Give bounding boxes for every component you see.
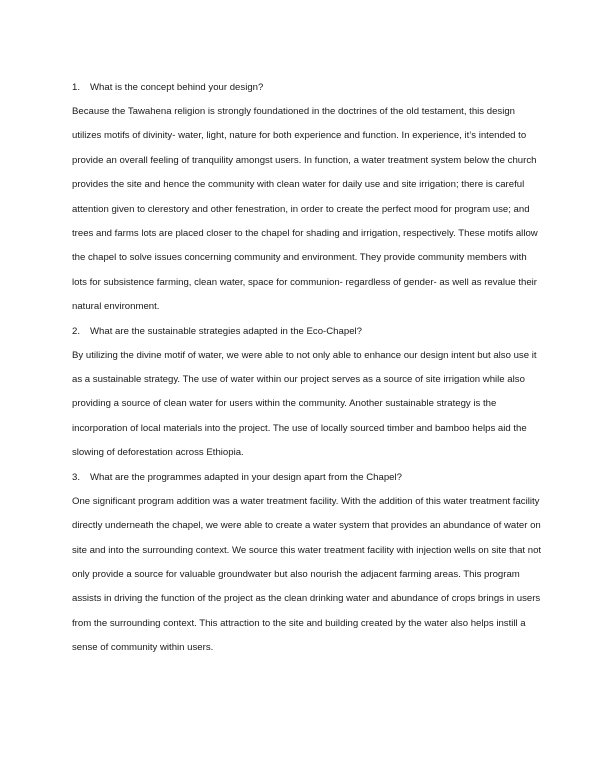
answer-3: One significant program addition was a water treatment facility. With the addition of this water treatment facility directly underneath the chapel, we were able to create a water system that provides an abundance of water on site and into the surrounding context. We source this water treatment facility with injection wells on site that not only provide a source for valuable groundwater but also nourish the adjacent farming areas. This program assists in driving the function of the project as the clean drinking water and abundance of crops brings in users from the surrounding context. This attraction to the site and building created by the water also helps instill a sense of community within users. (72, 495, 542, 654)
question-2-text: What are the sustainable strategies adapted in the Eco-Chapel? (90, 325, 362, 337)
question-2-number: 2. (72, 325, 81, 337)
answer-2: By utilizing the divine motif of water, we were able to not only able to enhance our design intent but also use it as a sustainable strategy. The use of water within our project serves as a source of site irrigation while also providing a source of clean water for users within the community. Another sustainable strategy is the incorporation of local materials into the project. The use of locally sourced timber and bamboo helps aid the slowing of deforestation across Ethiopia. (72, 349, 537, 459)
question-1 (72, 76, 542, 100)
answer-1: Because the Tawahena religion is strongly foundationed in the doctrines of the old testament, this design utilizes motifs of divinity- water, light, nature for both experience and function. In experience, it’s intended to provide an overall feeling of tranquility amongst users. In function, a water treatment system below the church provides the site and hence the community with clean water for daily use and site irrigation; there is careful attention given to clerestory and other fenestration, in order to create the perfect mood for program use; and trees and farms lots are placed closer to the chapel for shading and irrigation, respectively. These motifs allow the chapel to solve issues concerning community and environment. They provide community members with lots for subsistence farming, clean water, space for communion- regardless of gender- as well as revalue their natural environment. (72, 106, 538, 313)
question-3 (72, 466, 542, 490)
question-1-text: What is the concept behind your design? (90, 82, 264, 93)
question-1-number: 1. (72, 82, 81, 93)
question-2 (72, 320, 542, 344)
question-3-text: What are the programmes adapted in your design apart from the Chapel? (90, 471, 402, 483)
document-page (72, 76, 542, 661)
question-3-number: 3. (72, 471, 81, 483)
